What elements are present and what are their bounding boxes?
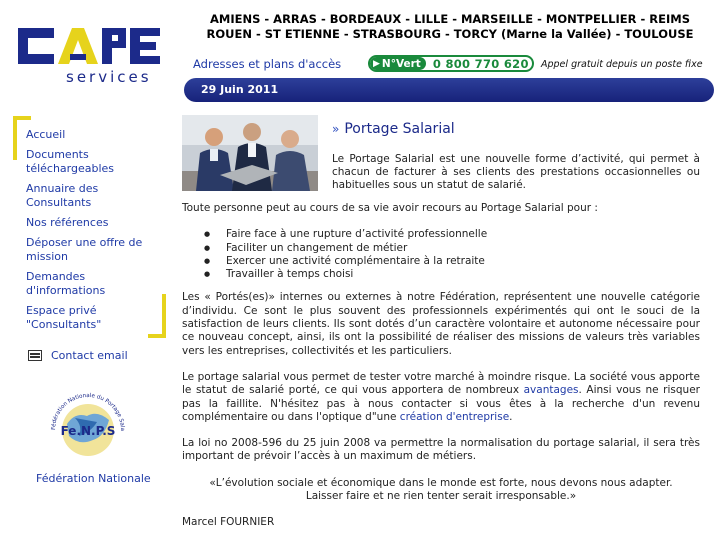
current-date: 29 Juin 2011 (201, 83, 279, 96)
fenps-logo-graphic (45, 388, 131, 468)
date-bar (184, 78, 714, 102)
quote-line-2: Laisser faire et ne rien tenter serait irresponsable.» (305, 490, 577, 503)
page-title (332, 121, 455, 137)
list-item: ● Faire face à une rupture d’activité professionnelle (204, 228, 700, 241)
sidebar-item-annuaire (26, 182, 156, 210)
quote (182, 477, 700, 504)
paragraph-3-text-b: . Ainsi vous ne risquer pas la faillite. N'hésitez pas à nous contacter si vous êtes à la recherche d'un revenu complémentaire ou dans l'optique d"une (182, 384, 700, 423)
page-title-text: Portage Salarial (344, 121, 455, 137)
mail-icon (28, 350, 42, 361)
sidebar-link-espace-prive[interactable]: Espace privé "Consultants" (26, 304, 102, 331)
fenps-logo-text: Fe.N.P.S (60, 424, 116, 438)
cities-line-2: ROUEN - ST ETIENNE - STRASBOURG - TORCY (Marne la Vallée) - TOULOUSE (206, 27, 694, 41)
bullet-list (204, 228, 700, 281)
list-item: ● Travailler à temps choisi (204, 268, 700, 281)
signature: Marcel FOURNIER (182, 516, 275, 529)
sidebar-item-documents (26, 148, 156, 176)
sidebar-item-deposer-offre (26, 236, 156, 264)
phone-badge[interactable] (368, 55, 534, 72)
fenps-ring-text: Fédération Nationale du Portage Sala (50, 392, 126, 432)
paragraph-1: Toute personne peut au cours de sa vie avoir recours au Portage Salarial pour : (182, 202, 598, 214)
consultants-photo-graphic (182, 115, 318, 191)
cities-line-1: AMIENS - ARRAS - BORDEAUX - LILLE - MARSEILLE - MONTPELLIER - REIMS (210, 12, 690, 26)
creation-entreprise-link[interactable]: création d'entreprise (399, 410, 510, 423)
paragraph-2: Les « Portés(es)» internes ou externes à notre Fédération, représentent une nouvelle catégorie d’individu. Ce sont le plus souvent des professionnels expérimentés qui ont le souci de la satisfaction de leurs clients. Ils sont dotés d’un caractère volontaire et autonome nécessaire pour ce nouveau concept, ainsi, ils ont la possibilité de réaliser des missions de valeurs très variables vers les entreprises, collectivités et les particuliers. (182, 291, 700, 357)
quote-line-1: «L’évolution sociale et économique dans le monde est forte, nous devons nous adapter. (209, 476, 673, 489)
contact-email-link[interactable]: Contact email (51, 349, 128, 362)
arrow-right-icon: ▶ (373, 58, 380, 69)
sidebar-item-espace-prive (26, 304, 156, 332)
sidebar-item-accueil (26, 128, 156, 142)
sidebar-item-demandes (26, 270, 156, 298)
double-chevron-icon: » (332, 122, 340, 136)
cities-list (200, 12, 700, 42)
phone-number: 0 800 770 620 (432, 56, 529, 71)
sidebar-link-accueil[interactable]: Accueil (26, 128, 66, 141)
numero-vert-badge (370, 57, 426, 70)
sidebar-link-demandes[interactable]: Demandes d'informations (26, 270, 106, 297)
consultants-photo (182, 115, 318, 191)
sidebar-item-references (26, 216, 156, 230)
avantages-link[interactable]: avantages (523, 384, 579, 397)
main-content (182, 202, 700, 543)
numero-vert-label: N°Vert (381, 57, 421, 70)
paragraph-3 (182, 371, 700, 424)
federation-label: Fédération Nationale (36, 472, 151, 485)
cape-logo[interactable] (14, 20, 164, 88)
logo-subtext: services (66, 68, 152, 86)
addresses-link[interactable]: Adresses et plans d'accès (193, 57, 342, 71)
list-item: ● Faciliter un changement de métier (204, 242, 700, 255)
intro-paragraph: Le Portage Salarial est une nouvelle forme d’activité, qui permet à chacun de facturer à ses clients des prestations occasionnelles ou habituelles sous un statut de salarié. (332, 153, 700, 191)
sidebar-link-references[interactable]: Nos références (26, 216, 109, 229)
fenps-logo[interactable] (45, 388, 131, 468)
phone-note: Appel gratuit depuis un poste fixe (541, 59, 703, 70)
sidebar-link-documents[interactable]: Documents téléchargeables (26, 148, 115, 175)
paragraph-3-text-c: . (509, 410, 513, 423)
paragraph-3-text-a: Le portage salarial vous permet de tester votre marché à moindre risque. La société vous apporte le statut de salarié porté, ce qui vous apportera de nombreux (182, 370, 700, 397)
sidebar-link-annuaire[interactable]: Annuaire des Consultants (26, 182, 99, 209)
list-item: ● Exercer une activité complémentaire à la retraite (204, 255, 700, 268)
paragraph-4: La loi no 2008-596 du 25 juin 2008 va permettre la normalisation du portage salarial, il sera très important de prévoir l’accès à un maximum de métiers. (182, 437, 700, 463)
contact-email[interactable] (28, 349, 128, 362)
cape-logo-graphic (14, 20, 164, 70)
sidebar-link-deposer-offre[interactable]: Déposer une offre de mission (26, 236, 143, 263)
sidebar-nav (26, 128, 156, 338)
